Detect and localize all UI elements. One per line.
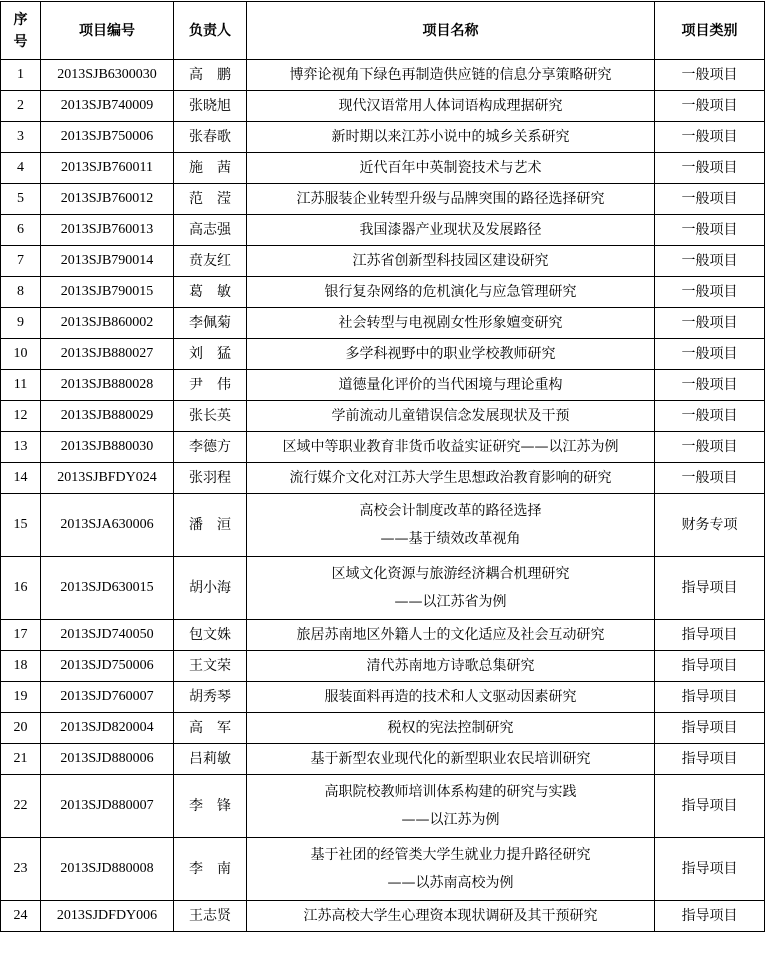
cell-name — [247, 620, 655, 651]
table-row — [1, 557, 765, 620]
table-row — [1, 122, 765, 153]
cell-code: 2013SJB760013 — [41, 215, 174, 246]
cell-name — [247, 775, 655, 838]
cell-name-line: 高职院校教师培训体系构建的研究与实践 — [324, 784, 577, 800]
cell-category: 一般项目 — [655, 432, 765, 463]
cell-name-line: ——以江苏省为例 — [394, 594, 507, 610]
cell-name — [247, 215, 655, 246]
cell-category: 一般项目 — [655, 60, 765, 91]
cell-name-line: 我国漆器产业现状及发展路径 — [359, 222, 542, 238]
cell-seq: 3 — [1, 122, 41, 153]
cell-seq: 14 — [1, 463, 41, 494]
cell-name-line: 现代汉语常用人体词语构成理据研究 — [338, 98, 563, 114]
table-row — [1, 682, 765, 713]
cell-code: 2013SJB860002 — [41, 308, 174, 339]
cell-name — [247, 682, 655, 713]
cell-name — [247, 901, 655, 932]
cell-name-line: 高校会计制度改革的路径选择 — [359, 503, 542, 519]
cell-category: 指导项目 — [655, 901, 765, 932]
cell-category: 一般项目 — [655, 91, 765, 122]
cell-leader: 李德方 — [174, 432, 247, 463]
table-row — [1, 153, 765, 184]
cell-category: 一般项目 — [655, 463, 765, 494]
cell-category: 指导项目 — [655, 682, 765, 713]
cell-leader: 吕莉敏 — [174, 744, 247, 775]
cell-leader: 范 滢 — [174, 184, 247, 215]
cell-leader: 胡小海 — [174, 557, 247, 620]
cell-code: 2013SJD740050 — [41, 620, 174, 651]
cell-seq: 12 — [1, 401, 41, 432]
cell-name — [247, 339, 655, 370]
table-row — [1, 401, 765, 432]
cell-category: 一般项目 — [655, 308, 765, 339]
cell-seq: 21 — [1, 744, 41, 775]
table-row — [1, 494, 765, 557]
cell-name — [247, 308, 655, 339]
cell-leader: 施 茜 — [174, 153, 247, 184]
cell-leader: 高志强 — [174, 215, 247, 246]
cell-name — [247, 122, 655, 153]
cell-category: 指导项目 — [655, 651, 765, 682]
cell-name-line: 学前流动儿童错误信念发展现状及干预 — [331, 408, 570, 424]
cell-category: 一般项目 — [655, 277, 765, 308]
cell-name-line: 博弈论视角下绿色再制造供应链的信息分享策略研究 — [289, 67, 612, 83]
cell-name — [247, 184, 655, 215]
table-row — [1, 432, 765, 463]
header-seq — [1, 2, 41, 60]
table-row — [1, 463, 765, 494]
cell-leader: 贲友红 — [174, 246, 247, 277]
header-category: 项目类别 — [655, 2, 765, 60]
cell-code: 2013SJB880027 — [41, 339, 174, 370]
header-seq-line1: 序 — [13, 11, 28, 28]
cell-code: 2013SJBFDY024 — [41, 463, 174, 494]
cell-name-line: 江苏服装企业转型升级与品牌突围的路径选择研究 — [296, 191, 605, 207]
table-row — [1, 838, 765, 901]
cell-category: 一般项目 — [655, 339, 765, 370]
cell-leader: 王志贤 — [174, 901, 247, 932]
table-row — [1, 215, 765, 246]
table-body — [1, 60, 765, 932]
cell-name-line: 流行媒介文化对江苏大学生思想政治教育影响的研究 — [289, 470, 612, 486]
table-row — [1, 775, 765, 838]
cell-name-line: 江苏省创新型科技园区建设研究 — [352, 253, 549, 269]
cell-code: 2013SJD880007 — [41, 775, 174, 838]
cell-seq: 7 — [1, 246, 41, 277]
cell-leader: 李 锋 — [174, 775, 247, 838]
cell-leader: 张羽程 — [174, 463, 247, 494]
cell-name-line: 近代百年中英制瓷技术与艺术 — [359, 160, 542, 176]
cell-name-line: 新时期以来江苏小说中的城乡关系研究 — [331, 129, 570, 145]
table-row — [1, 620, 765, 651]
cell-category: 指导项目 — [655, 713, 765, 744]
cell-category: 一般项目 — [655, 215, 765, 246]
cell-name — [247, 401, 655, 432]
cell-name-line: 银行复杂网络的危机演化与应急管理研究 — [324, 284, 577, 300]
cell-category: 一般项目 — [655, 401, 765, 432]
cell-seq: 1 — [1, 60, 41, 91]
table-row — [1, 308, 765, 339]
cell-code: 2013SJD760007 — [41, 682, 174, 713]
cell-category: 一般项目 — [655, 153, 765, 184]
cell-name-line: 基于新型农业现代化的新型职业农民培训研究 — [310, 751, 591, 767]
cell-code: 2013SJDFDY006 — [41, 901, 174, 932]
cell-name — [247, 713, 655, 744]
cell-leader: 张晓旭 — [174, 91, 247, 122]
cell-seq: 18 — [1, 651, 41, 682]
cell-leader: 胡秀琴 — [174, 682, 247, 713]
cell-leader: 葛 敏 — [174, 277, 247, 308]
cell-code: 2013SJB790015 — [41, 277, 174, 308]
cell-name — [247, 370, 655, 401]
cell-name — [247, 60, 655, 91]
cell-seq: 6 — [1, 215, 41, 246]
cell-category: 指导项目 — [655, 744, 765, 775]
cell-name — [247, 744, 655, 775]
cell-leader: 潘 洹 — [174, 494, 247, 557]
table-row — [1, 60, 765, 91]
cell-name-line: 基于社团的经管类大学生就业力提升路径研究 — [310, 847, 591, 863]
table-header-row — [1, 2, 765, 60]
table-row — [1, 370, 765, 401]
cell-code: 2013SJD880008 — [41, 838, 174, 901]
cell-name — [247, 277, 655, 308]
cell-seq: 20 — [1, 713, 41, 744]
cell-seq: 19 — [1, 682, 41, 713]
header-name: 项目名称 — [247, 2, 655, 60]
cell-leader: 高 鹏 — [174, 60, 247, 91]
cell-name-line: 旅居苏南地区外籍人士的文化适应及社会互动研究 — [296, 627, 605, 643]
cell-name-line: 道德量化评价的当代困境与理论重构 — [338, 377, 563, 393]
cell-seq: 23 — [1, 838, 41, 901]
cell-name — [247, 494, 655, 557]
cell-name-line: 江苏高校大学生心理资本现状调研及其干预研究 — [303, 908, 598, 924]
cell-leader: 李 南 — [174, 838, 247, 901]
cell-code: 2013SJD820004 — [41, 713, 174, 744]
cell-category: 一般项目 — [655, 184, 765, 215]
cell-name-line: 多学科视野中的职业学校教师研究 — [345, 346, 556, 362]
cell-seq: 8 — [1, 277, 41, 308]
cell-name — [247, 651, 655, 682]
cell-name-line: 清代苏南地方诗歌总集研究 — [366, 658, 535, 674]
cell-name — [247, 153, 655, 184]
table-row — [1, 246, 765, 277]
table-row — [1, 91, 765, 122]
cell-seq: 5 — [1, 184, 41, 215]
table-row — [1, 744, 765, 775]
cell-seq: 4 — [1, 153, 41, 184]
cell-code: 2013SJB880028 — [41, 370, 174, 401]
cell-code: 2013SJD750006 — [41, 651, 174, 682]
table-row — [1, 901, 765, 932]
cell-name — [247, 557, 655, 620]
cell-leader: 张长英 — [174, 401, 247, 432]
cell-name — [247, 463, 655, 494]
cell-name-line: 服装面料再造的技术和人文驱动因素研究 — [324, 689, 577, 705]
cell-category: 指导项目 — [655, 775, 765, 838]
cell-leader: 刘 猛 — [174, 339, 247, 370]
cell-seq: 10 — [1, 339, 41, 370]
table-row — [1, 277, 765, 308]
header-seq-line2: 号 — [13, 33, 28, 50]
cell-seq: 22 — [1, 775, 41, 838]
cell-seq: 24 — [1, 901, 41, 932]
cell-code: 2013SJB880030 — [41, 432, 174, 463]
header-code: 项目编号 — [41, 2, 174, 60]
cell-seq: 11 — [1, 370, 41, 401]
cell-leader: 王文荣 — [174, 651, 247, 682]
cell-name — [247, 91, 655, 122]
cell-code: 2013SJA630006 — [41, 494, 174, 557]
cell-name — [247, 246, 655, 277]
table-row — [1, 184, 765, 215]
cell-seq: 13 — [1, 432, 41, 463]
table-row — [1, 651, 765, 682]
cell-name-line: ——基于绩效改革视角 — [380, 531, 521, 547]
cell-name-line: ——以苏南高校为例 — [387, 875, 514, 891]
table-row — [1, 713, 765, 744]
cell-category: 一般项目 — [655, 122, 765, 153]
cell-code: 2013SJD880006 — [41, 744, 174, 775]
cell-code: 2013SJB760012 — [41, 184, 174, 215]
cell-name-line: 区域中等职业教育非货币收益实证研究——以江苏为例 — [282, 439, 619, 455]
cell-leader: 尹 伟 — [174, 370, 247, 401]
cell-category: 一般项目 — [655, 370, 765, 401]
cell-code: 2013SJB750006 — [41, 122, 174, 153]
cell-name-line: 社会转型与电视剧女性形象嬗变研究 — [338, 315, 563, 331]
cell-category: 指导项目 — [655, 838, 765, 901]
cell-code: 2013SJB880029 — [41, 401, 174, 432]
cell-code: 2013SJB760011 — [41, 153, 174, 184]
project-table — [0, 1, 765, 932]
cell-code: 2013SJB790014 — [41, 246, 174, 277]
cell-category: 指导项目 — [655, 620, 765, 651]
cell-code: 2013SJD630015 — [41, 557, 174, 620]
cell-seq: 9 — [1, 308, 41, 339]
cell-leader: 李佩菊 — [174, 308, 247, 339]
cell-leader: 包文姝 — [174, 620, 247, 651]
cell-seq: 15 — [1, 494, 41, 557]
cell-name — [247, 838, 655, 901]
cell-name-line: ——以江苏为例 — [401, 812, 500, 828]
cell-name-line: 区域文化资源与旅游经济耦合机理研究 — [331, 566, 570, 582]
header-leader: 负责人 — [174, 2, 247, 60]
cell-seq: 17 — [1, 620, 41, 651]
table-row — [1, 339, 765, 370]
cell-leader: 张春歌 — [174, 122, 247, 153]
cell-name — [247, 432, 655, 463]
cell-code: 2013SJB740009 — [41, 91, 174, 122]
cell-category: 财务专项 — [655, 494, 765, 557]
cell-name-line: 税权的宪法控制研究 — [387, 720, 514, 736]
cell-leader: 高 军 — [174, 713, 247, 744]
cell-seq: 16 — [1, 557, 41, 620]
cell-category: 一般项目 — [655, 246, 765, 277]
cell-seq: 2 — [1, 91, 41, 122]
cell-code: 2013SJB6300030 — [41, 60, 174, 91]
cell-category: 指导项目 — [655, 557, 765, 620]
